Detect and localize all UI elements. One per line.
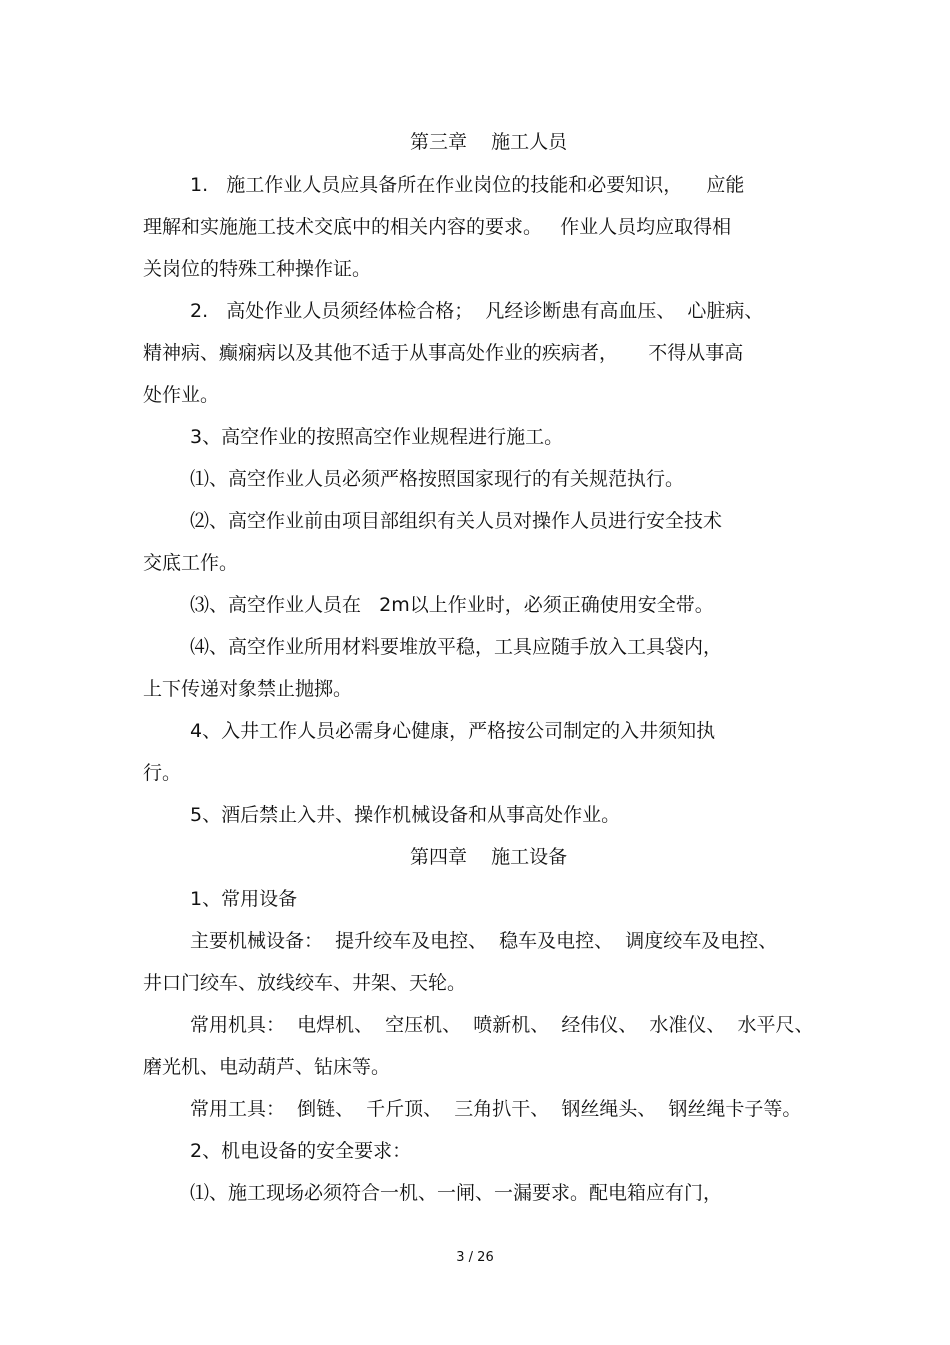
paragraph-2-line-3: 处作业。 <box>143 384 220 406</box>
page-number: 3 / 26 <box>456 1250 494 1265</box>
machines-line-2: 井口门绞车、放线绞车、井架、天轮。 <box>143 972 467 994</box>
sub-item-2-line-1: ⑵、高空作业前由项目部组织有关人员对操作人员进行安全技术 <box>190 510 723 532</box>
paragraph-3: 3、高空作业的按照高空作业规程进行施工。 <box>190 426 564 448</box>
sub-item-1: ⑴、高空作业人员必须严格按照国家现行的有关规范执行。 <box>190 468 685 490</box>
hand-tools: 常用工具： 倒链、 千斤顶、 三角扒干、 钢丝绳头、 钢丝绳卡子等。 <box>190 1098 802 1120</box>
paragraph-1-line-1: 1. 施工作业人员应具备所在作业岗位的技能和必要知识， 应能 <box>190 174 745 196</box>
machines-line-1: 主要机械设备： 提升绞车及电控、 稳车及电控、 调度绞车及电控、 <box>190 930 778 952</box>
sub-item-4-line-2: 上下传递对象禁止抛掷。 <box>143 678 353 700</box>
paragraph-4-line-2: 行。 <box>143 762 182 784</box>
tools-line-1: 常用机具： 电焊机、 空压机、 喷新机、 经伟仪、 水准仪、 水平尺、 <box>190 1014 814 1036</box>
chapter-3-title: 第三章 施工人员 <box>410 131 568 153</box>
sub-item-4-line-1: ⑷、高空作业所用材料要堆放平稳，工具应随手放入工具袋内， <box>190 636 723 658</box>
heading-safety-requirements: 2、机电设备的安全要求： <box>190 1140 412 1162</box>
paragraph-4-line-1: 4、入井工作人员必需身心健康，严格按公司制定的入井须知执 <box>190 720 716 742</box>
sub-item-3: ⑶、高空作业人员在 2m以上作业时，必须正确使用安全带。 <box>190 594 714 616</box>
chapter-4-title: 第四章 施工设备 <box>410 846 568 868</box>
requirement-1: ⑴、施工现场必须符合一机、一闸、一漏要求。配电箱应有门， <box>190 1182 723 1204</box>
heading-common-equipment: 1、常用设备 <box>190 888 298 910</box>
paragraph-2-line-2: 精神病、癫痫病以及其他不适于从事高处作业的疾病者， 不得从事高 <box>143 342 744 364</box>
paragraph-1-line-3: 关岗位的特殊工种操作证。 <box>143 258 372 280</box>
paragraph-5: 5、酒后禁止入井、操作机械设备和从事高处作业。 <box>190 804 621 826</box>
paragraph-1-line-2: 理解和实施施工技术交底中的相关内容的要求。 作业人员均应取得相 <box>143 216 732 238</box>
sub-item-2-line-2: 交底工作。 <box>143 552 239 574</box>
tools-line-2: 磨光机、电动葫芦、钻床等。 <box>143 1056 391 1078</box>
paragraph-2-line-1: 2. 高处作业人员须经体检合格； 凡经诊断患有高血压、 心脏病、 <box>190 300 764 322</box>
